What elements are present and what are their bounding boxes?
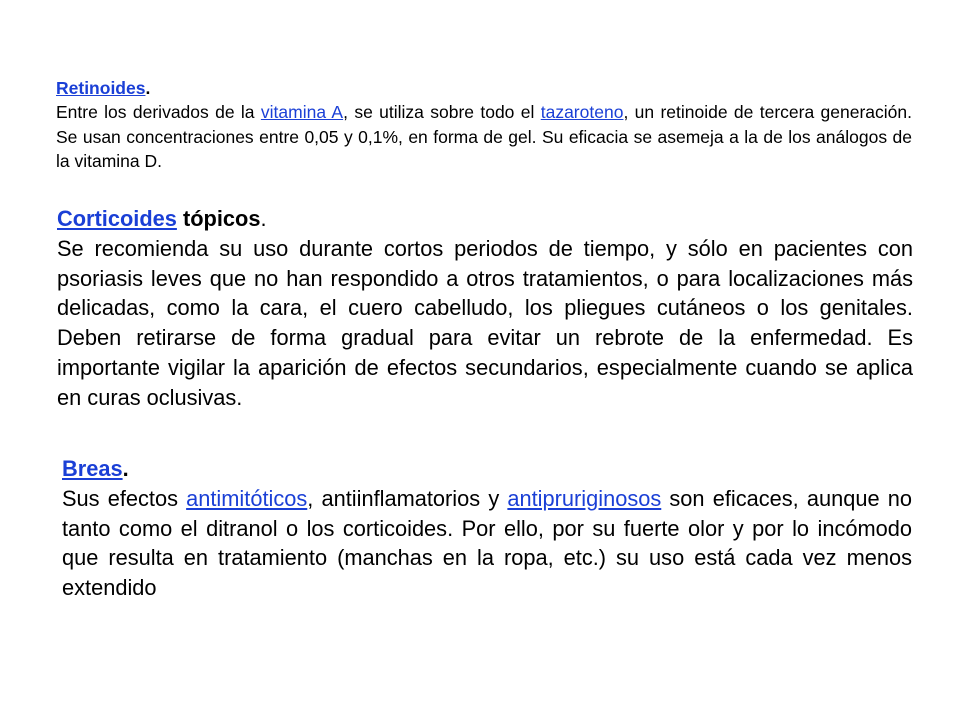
- breas-section: [62, 454, 912, 603]
- retinoides-text-3: , un retinoide de tercera generación. Se usan concentraciones entre 0,05 y 0,1%, en forma de gel. Su eficacia se asemeja a la de los análogos de la vitamina D.: [56, 102, 913, 172]
- breas-text-2: , antiinflamatorios y: [307, 485, 508, 511]
- retinoides-heading: [56, 76, 912, 100]
- breas-text-3: son eficaces, aunque no tanto como el ditranol o los corticoides. Por ello, por su fuerte olor y por lo incómodo que resulta en tratamiento (manchas en la ropa, etc.) su uso está cada vez menos extendido: [62, 485, 912, 601]
- breas-heading-punct: .: [122, 456, 129, 481]
- breas-link[interactable]: Breas: [62, 456, 123, 481]
- corticoides-section: [57, 204, 913, 413]
- tazaroteno-link[interactable]: tazaroteno: [540, 102, 624, 123]
- breas-paragraph: [62, 484, 912, 603]
- retinoides-text-1: Entre los derivados de la: [56, 102, 261, 123]
- corticoides-paragraph: Se recomienda su uso durante cortos periodos de tiempo, y sólo en pacientes con psoriasis leves que no han respondido a otros tratamientos, o para localizaciones más delicadas, como la cara, el cuero cabelludo, los pliegues cutáneos o los genitales. Deben retirarse de forma gradual para evitar un rebrote de la enfermedad. Es importante vigilar la aparición de efectos secundarios, especialmente cuando se aplica en curas oclusivas.: [57, 235, 913, 410]
- corticoides-heading-punct: .: [260, 206, 267, 231]
- vitamina-a-link[interactable]: vitamina A: [260, 102, 344, 123]
- retinoides-heading-punct: .: [145, 78, 151, 98]
- antimitoticos-link[interactable]: antimitóticos: [186, 485, 308, 511]
- corticoides-link[interactable]: Corticoides: [57, 206, 177, 231]
- breas-text-1: Sus efectos: [62, 485, 187, 511]
- breas-heading: [62, 454, 912, 484]
- retinoides-paragraph: [56, 100, 912, 173]
- antipruriginosos-link[interactable]: antipruriginosos: [507, 485, 662, 511]
- retinoides-section: [56, 76, 912, 174]
- corticoides-heading-rest: tópicos: [176, 206, 261, 231]
- retinoides-link[interactable]: Retinoides: [56, 78, 146, 98]
- retinoides-text-2: , se utiliza sobre todo el: [343, 102, 541, 123]
- corticoides-heading: [57, 204, 913, 234]
